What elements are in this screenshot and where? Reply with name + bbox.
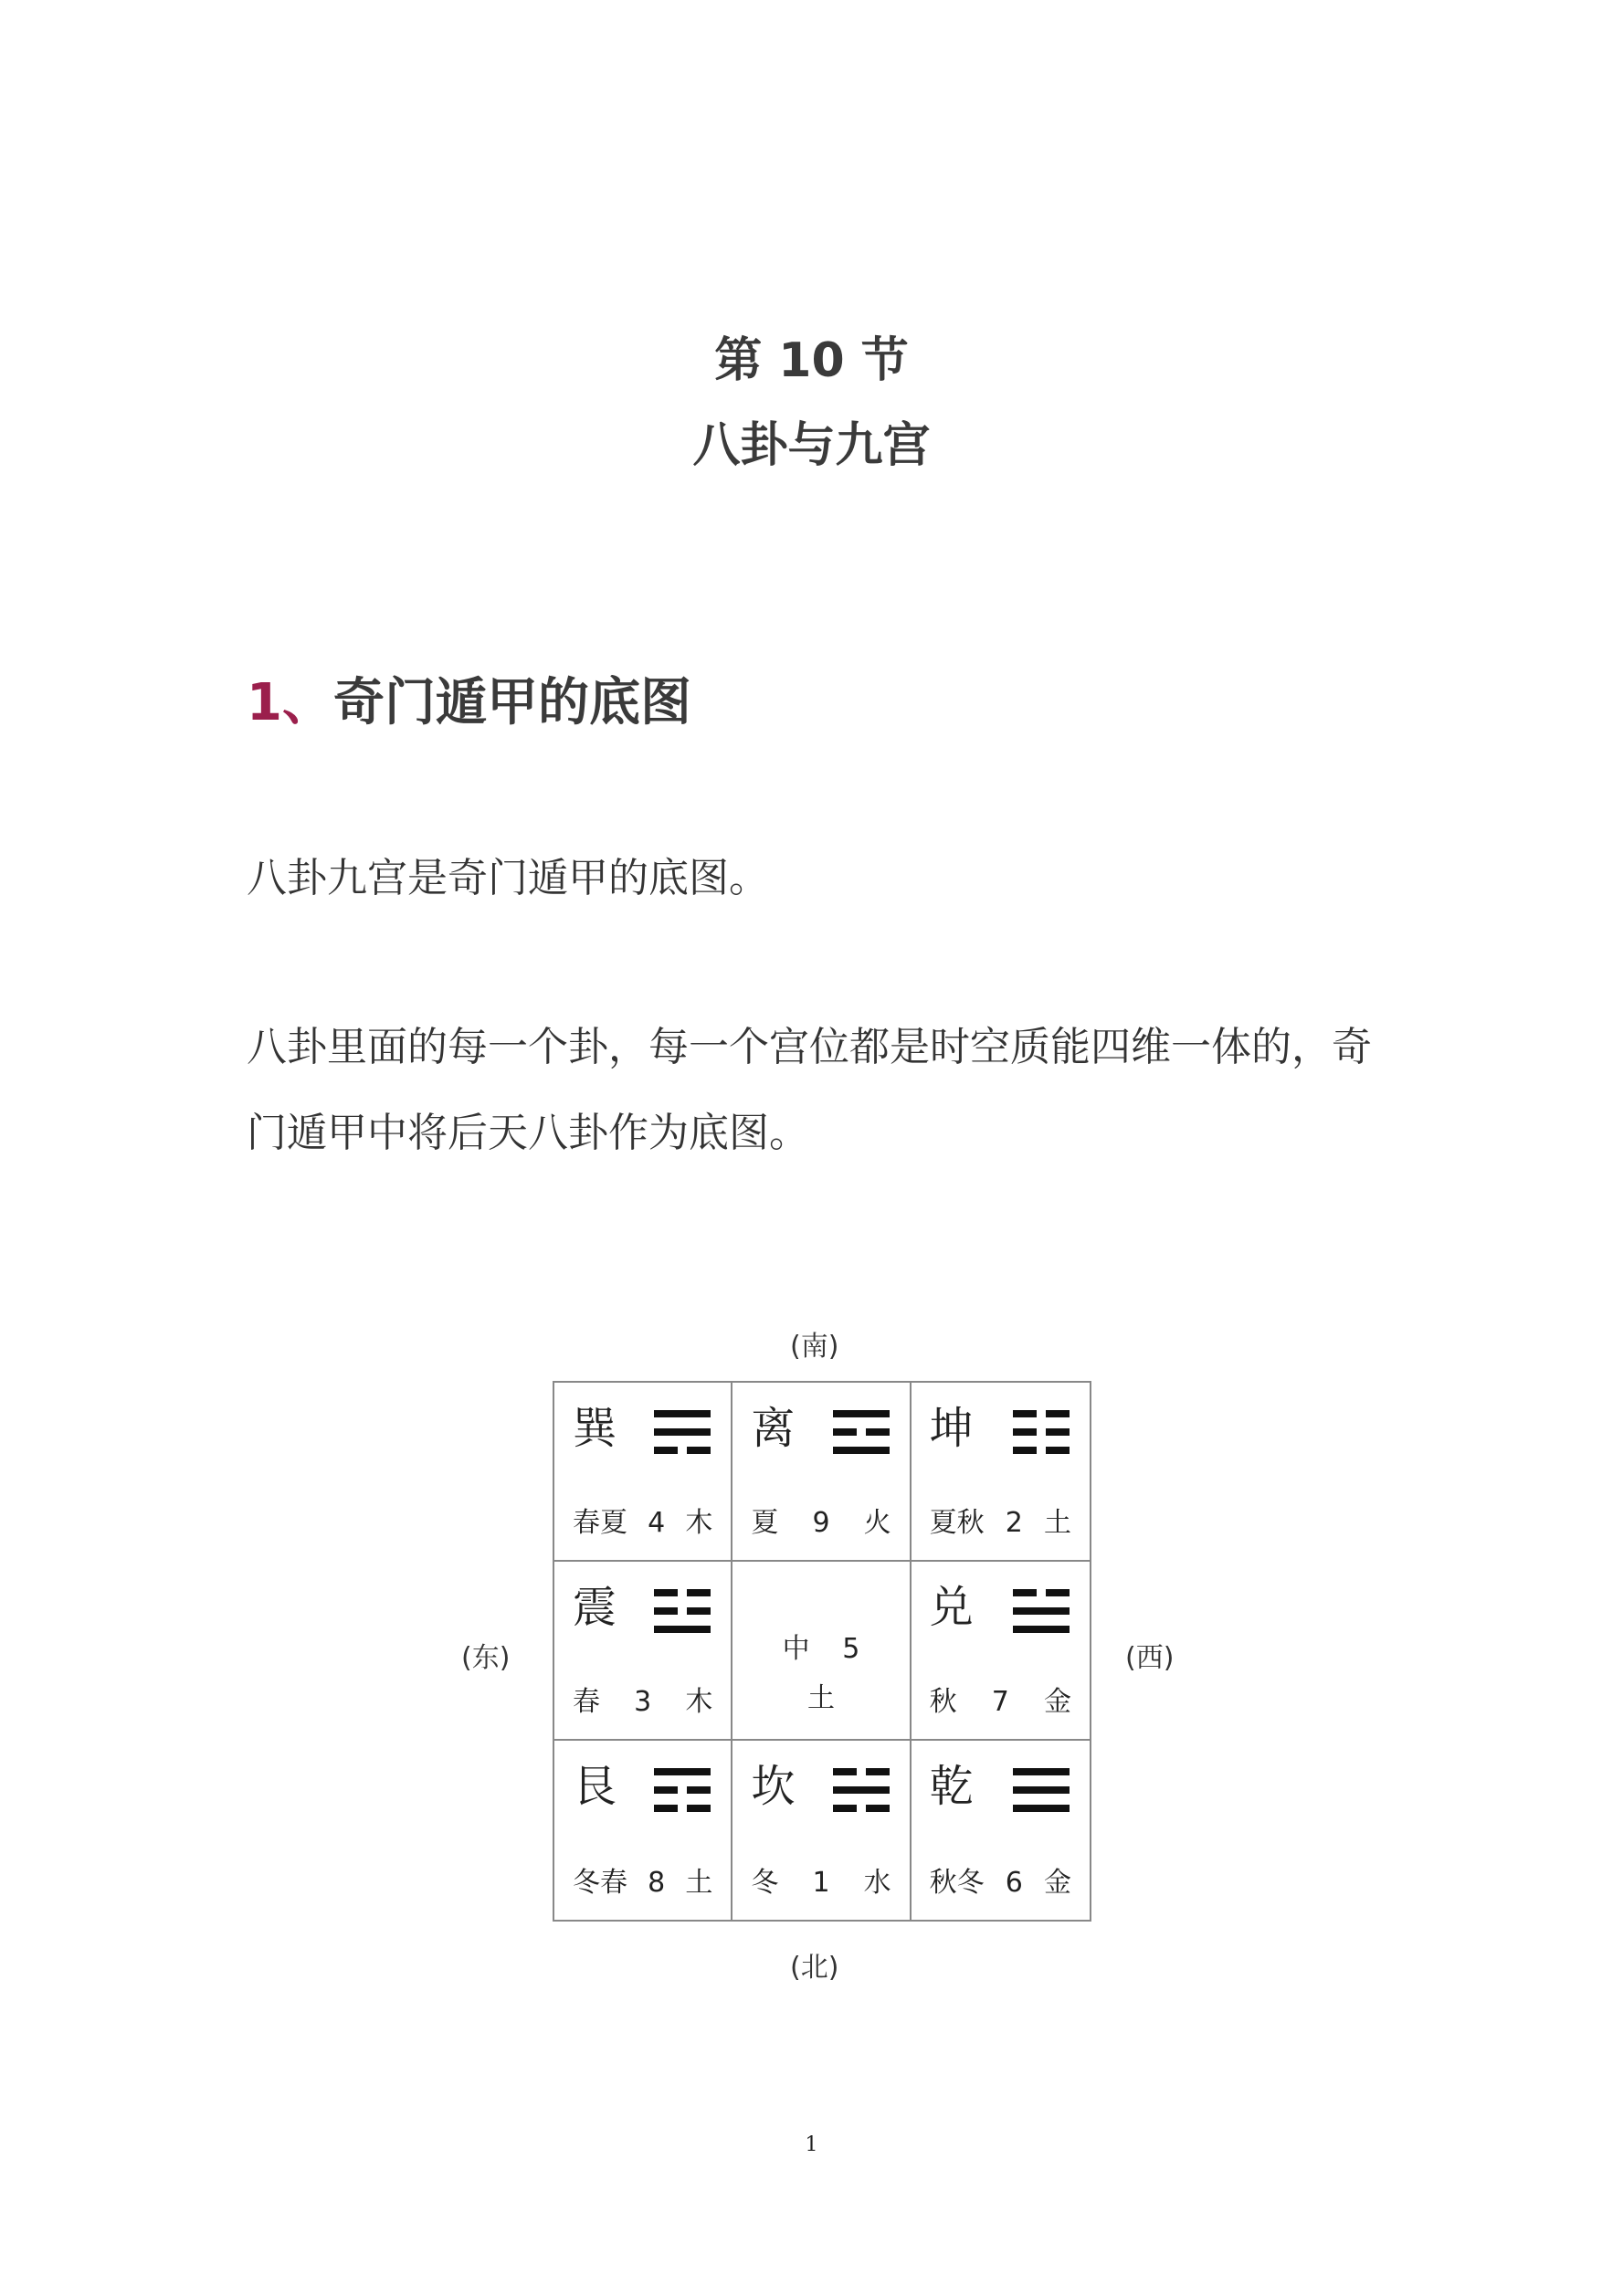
palace-number: 9 — [812, 1507, 830, 1539]
yin-line — [654, 1805, 711, 1812]
palace-cell-kan — [732, 1741, 911, 1920]
palace-cell-dui — [912, 1562, 1090, 1741]
yang-line — [833, 1447, 890, 1454]
zhen-trigram-icon — [654, 1589, 711, 1633]
palace-info — [751, 1507, 891, 1540]
element: 水 — [863, 1867, 891, 1899]
section-number: 第 10 节 — [714, 333, 909, 388]
palace-number: 6 — [1005, 1867, 1023, 1899]
palace-info — [573, 1686, 712, 1719]
season: 秋 — [929, 1686, 957, 1718]
yin-line — [654, 1786, 711, 1794]
yang-line — [1013, 1805, 1070, 1812]
direction-west-label: (西) — [1125, 1642, 1175, 1674]
element: 金 — [1043, 1686, 1071, 1718]
palace-info — [751, 1867, 891, 1900]
element: 木 — [685, 1507, 713, 1539]
yin-line — [1013, 1410, 1070, 1417]
trigram-name: 巽 — [573, 1403, 617, 1454]
trigram-name: 坤 — [929, 1403, 974, 1454]
center-name: 中 — [782, 1633, 810, 1665]
yin-line — [833, 1768, 890, 1775]
palace-number: 2 — [1005, 1507, 1023, 1539]
yin-line — [654, 1447, 711, 1454]
season: 冬春 — [573, 1867, 627, 1899]
palace-number: 4 — [648, 1507, 666, 1539]
element: 土 — [806, 1682, 835, 1714]
palace-info — [573, 1507, 712, 1540]
direction-east-label: (东) — [461, 1642, 511, 1674]
gen-trigram-icon — [654, 1768, 711, 1812]
yin-line — [654, 1607, 711, 1615]
palace-cell-qian — [912, 1741, 1090, 1920]
palace-info — [573, 1867, 712, 1900]
yang-line — [833, 1410, 890, 1417]
palace-cell-xun — [554, 1383, 732, 1562]
yang-line — [1013, 1768, 1070, 1775]
trigram-name: 离 — [751, 1403, 796, 1454]
heading-number: 1、 — [247, 673, 333, 732]
season: 春夏 — [573, 1507, 627, 1539]
li-trigram-icon — [833, 1410, 890, 1454]
element: 火 — [863, 1507, 891, 1539]
season: 冬 — [751, 1867, 779, 1899]
palace-cell-li — [732, 1383, 911, 1562]
heading — [247, 671, 691, 735]
element: 金 — [1043, 1867, 1071, 1899]
palace-cell-zhen — [554, 1562, 732, 1741]
palace-number: 3 — [634, 1686, 652, 1718]
palace-number: 7 — [991, 1686, 1009, 1718]
element: 土 — [1043, 1507, 1071, 1539]
paragraph: 八卦九宫是奇门遁甲的底图。 — [247, 855, 769, 901]
trigram-name: 坎 — [751, 1761, 796, 1812]
palace-number: 5 — [842, 1633, 860, 1665]
palace-info — [930, 1867, 1071, 1900]
yin-line — [833, 1805, 890, 1812]
trigram-name: 兑 — [929, 1582, 974, 1633]
yang-line — [654, 1768, 711, 1775]
direction-south-label: (南) — [790, 1331, 839, 1363]
direction-north-label: (北) — [790, 1952, 839, 1984]
section-title: 八卦与九宫 — [692, 418, 931, 473]
center-label — [732, 1633, 909, 1666]
nine-palaces-grid — [553, 1381, 1091, 1922]
yin-line — [833, 1428, 890, 1436]
palace-cell-gen — [554, 1741, 732, 1920]
heading-text: 奇门遁甲的底图 — [332, 673, 691, 732]
yang-line — [654, 1428, 711, 1436]
yang-line — [654, 1626, 711, 1633]
qian-trigram-icon — [1013, 1768, 1070, 1812]
yin-line — [1013, 1447, 1070, 1454]
palace-number: 1 — [812, 1867, 830, 1899]
yang-line — [654, 1410, 711, 1417]
kan-trigram-icon — [833, 1768, 890, 1812]
xun-trigram-icon — [654, 1410, 711, 1454]
page-number: 1 — [805, 2133, 818, 2156]
yang-line — [1013, 1607, 1070, 1615]
yin-line — [654, 1589, 711, 1596]
yin-line — [1013, 1589, 1070, 1596]
yang-line — [1013, 1626, 1070, 1633]
dui-trigram-icon — [1013, 1589, 1070, 1633]
palace-number: 8 — [648, 1867, 666, 1899]
palace-info — [930, 1507, 1071, 1540]
palace-cell-center — [732, 1562, 911, 1741]
season: 春 — [573, 1686, 600, 1718]
trigram-name: 震 — [573, 1582, 617, 1633]
palace-cell-kun — [912, 1383, 1090, 1562]
kun-trigram-icon — [1013, 1410, 1070, 1454]
paragraph: 八卦里面的每一个卦，每一个宫位都是时空质能四维一体的，奇门遁甲中将后天八卦作为底图。 — [247, 1024, 1372, 1156]
palace-info — [930, 1686, 1071, 1719]
trigram-name: 乾 — [929, 1761, 974, 1812]
trigram-name: 艮 — [573, 1761, 617, 1812]
season: 夏秋 — [929, 1507, 985, 1539]
element: 木 — [685, 1686, 713, 1718]
season: 秋冬 — [929, 1867, 985, 1899]
yin-line — [1013, 1428, 1070, 1436]
yang-line — [1013, 1786, 1070, 1794]
yang-line — [833, 1786, 890, 1794]
season: 夏 — [751, 1507, 779, 1539]
element: 土 — [685, 1867, 713, 1899]
